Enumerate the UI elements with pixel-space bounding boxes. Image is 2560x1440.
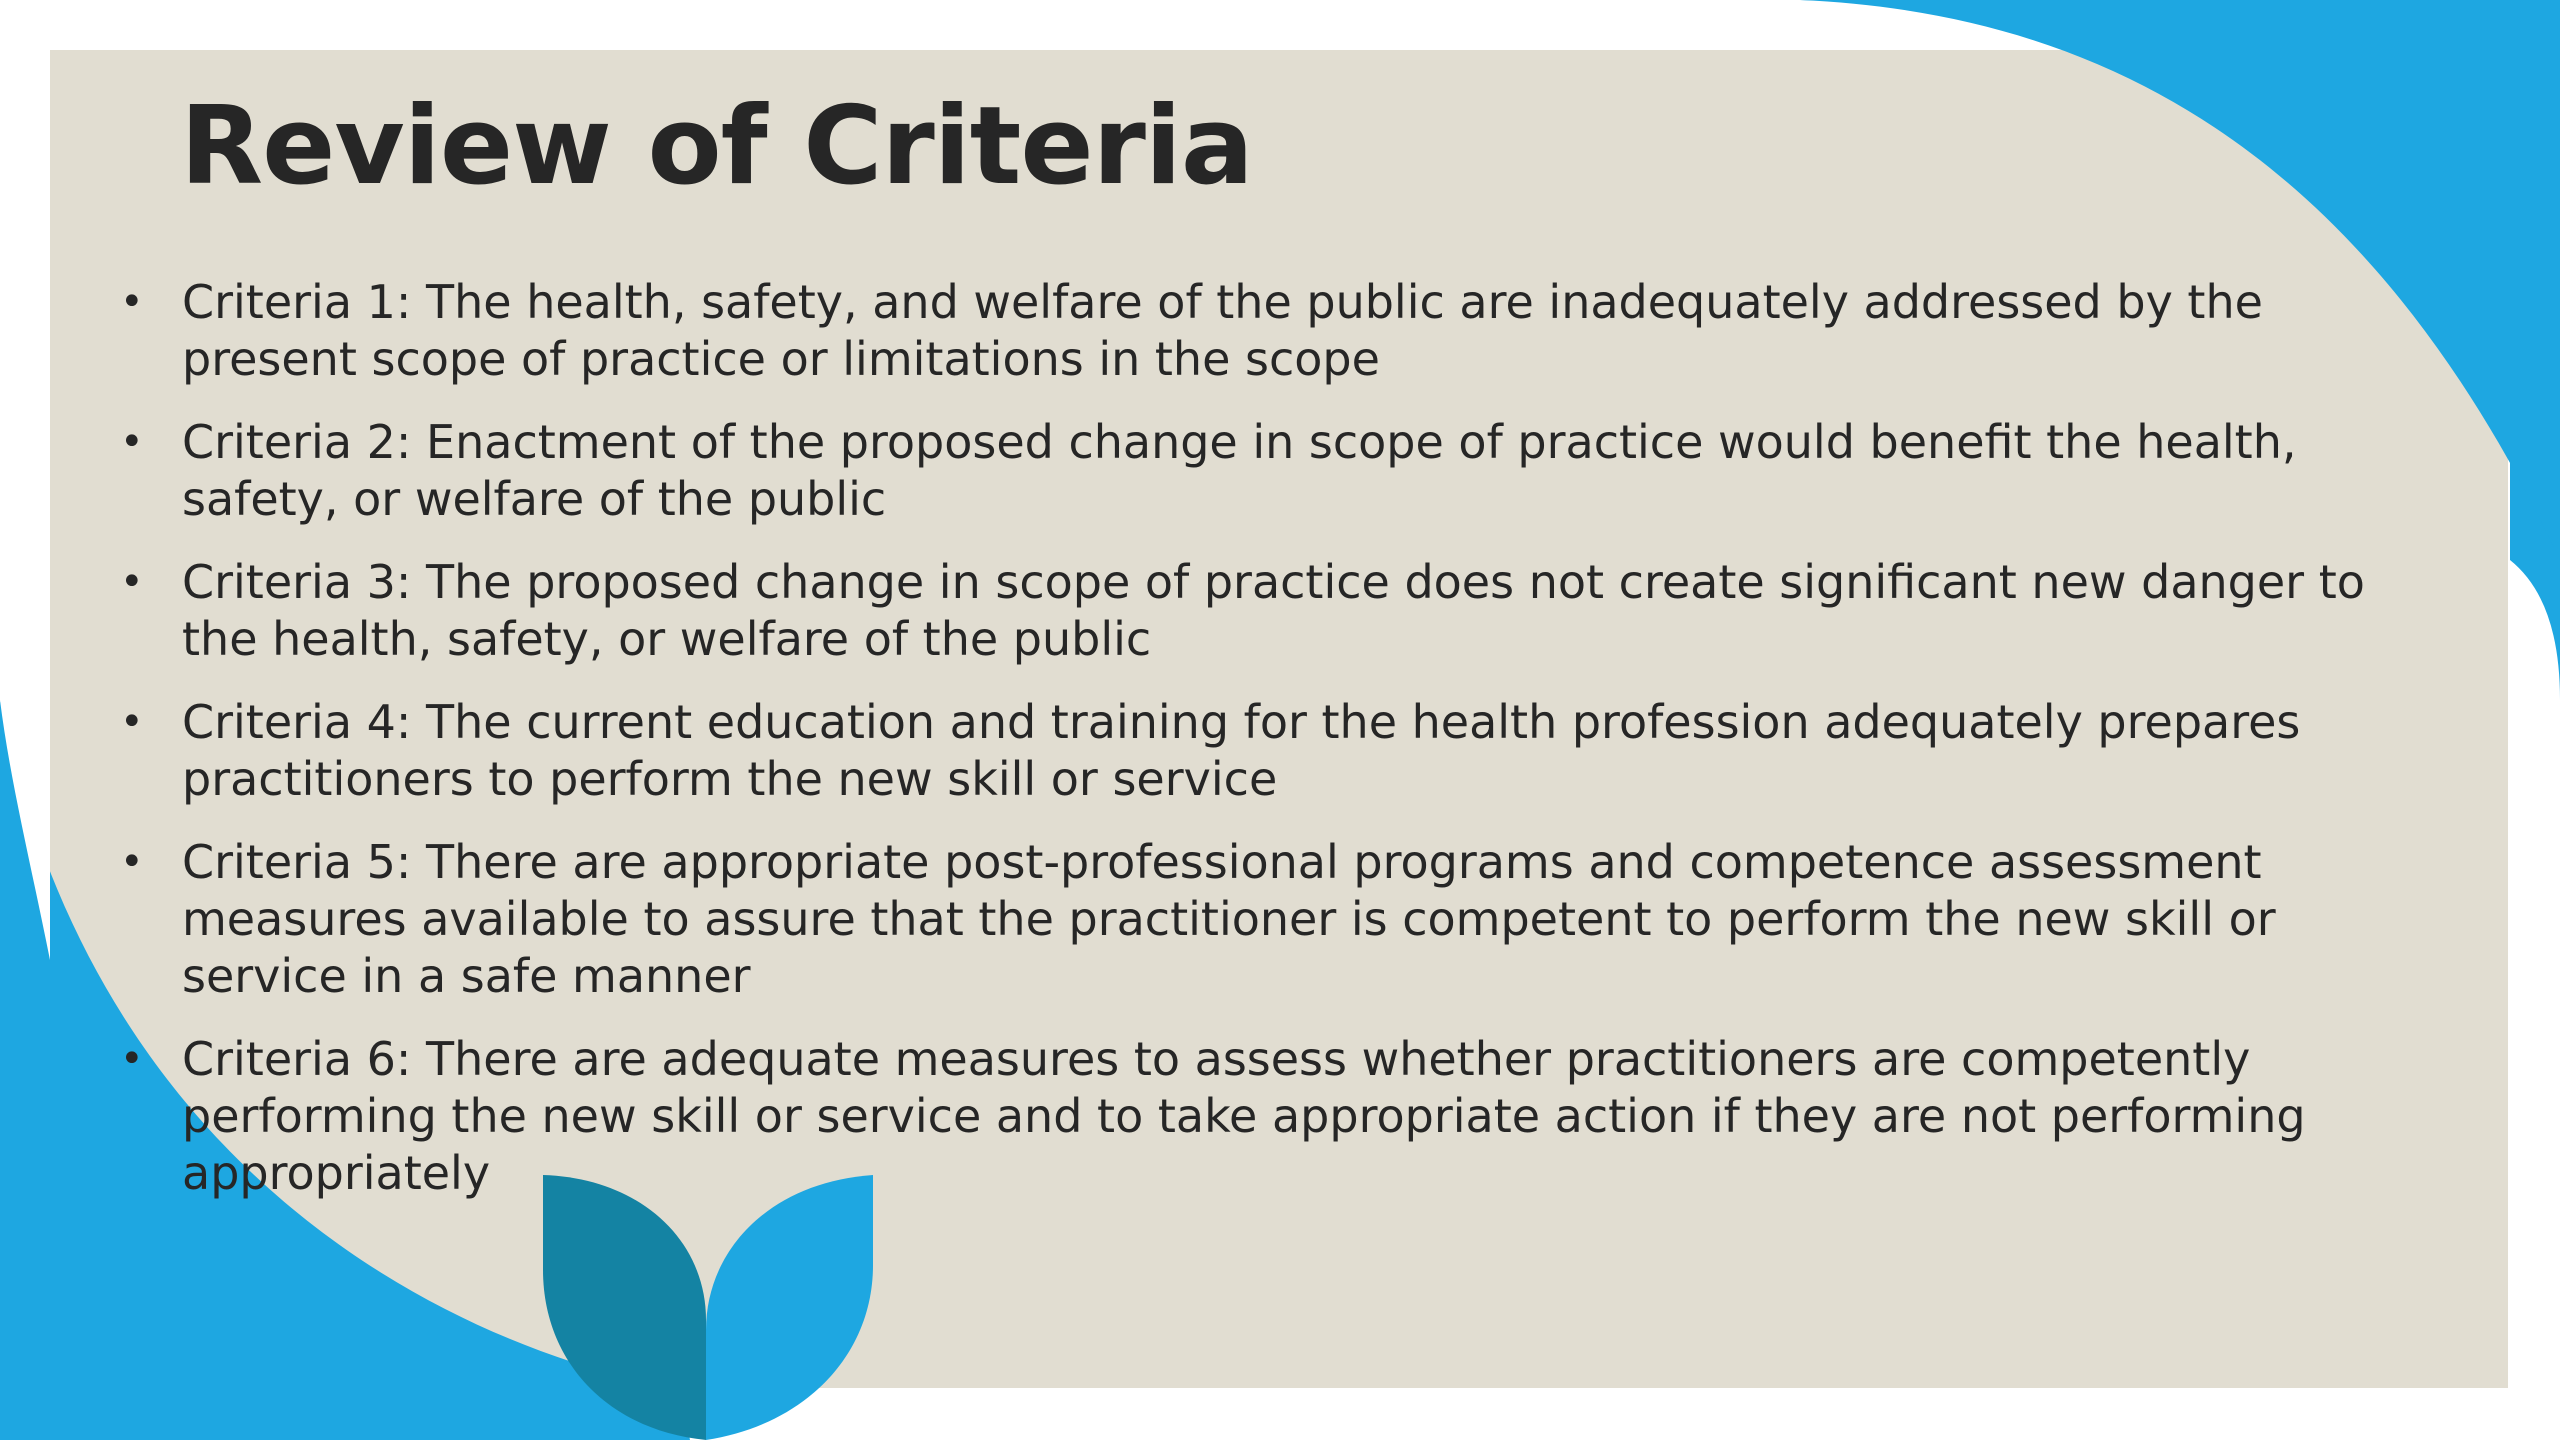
bullet-icon: • xyxy=(120,279,144,325)
list-item-criteria-1 xyxy=(116,274,2446,388)
list-item-text: Criteria 3: The proposed change in scope of practice does not create significant new danger to the health, safety, or welfare of the public xyxy=(182,555,2365,666)
list-item-text: Criteria 6: There are adequate measures to assess whether practitioners are competently performing the new skill or service and to take appropriate action if they are not performing appropriately xyxy=(182,1032,2306,1200)
list-item-text: Criteria 5: There are appropriate post-professional programs and competence assessment measures available to assure that the practitioner is competent to perform the new skill or service in a safe manner xyxy=(182,835,2276,1003)
slide-title: Review of Criteria xyxy=(180,84,1253,209)
list-item-criteria-6 xyxy=(116,1031,2446,1202)
list-item-text: Criteria 1: The health, safety, and welfare of the public are inadequately addressed by the present scope of practice or limitations in the scope xyxy=(182,275,2263,386)
criteria-list xyxy=(116,274,2446,1228)
list-item-text: Criteria 2: Enactment of the proposed change in scope of practice would benefit the health, safety, or welfare of the public xyxy=(182,415,2297,526)
bullet-icon: • xyxy=(120,1036,144,1082)
list-item-criteria-5 xyxy=(116,834,2446,1005)
bullet-icon: • xyxy=(120,559,144,605)
bullet-icon: • xyxy=(120,419,144,465)
list-item-criteria-3 xyxy=(116,554,2446,668)
bullet-icon: • xyxy=(120,839,144,885)
list-item-text: Criteria 4: The current education and training for the health profession adequately prepares practitioners to perform the new skill or service xyxy=(182,695,2301,806)
bullet-icon: • xyxy=(120,699,144,745)
list-item-criteria-4 xyxy=(116,694,2446,808)
list-item-criteria-2 xyxy=(116,414,2446,528)
